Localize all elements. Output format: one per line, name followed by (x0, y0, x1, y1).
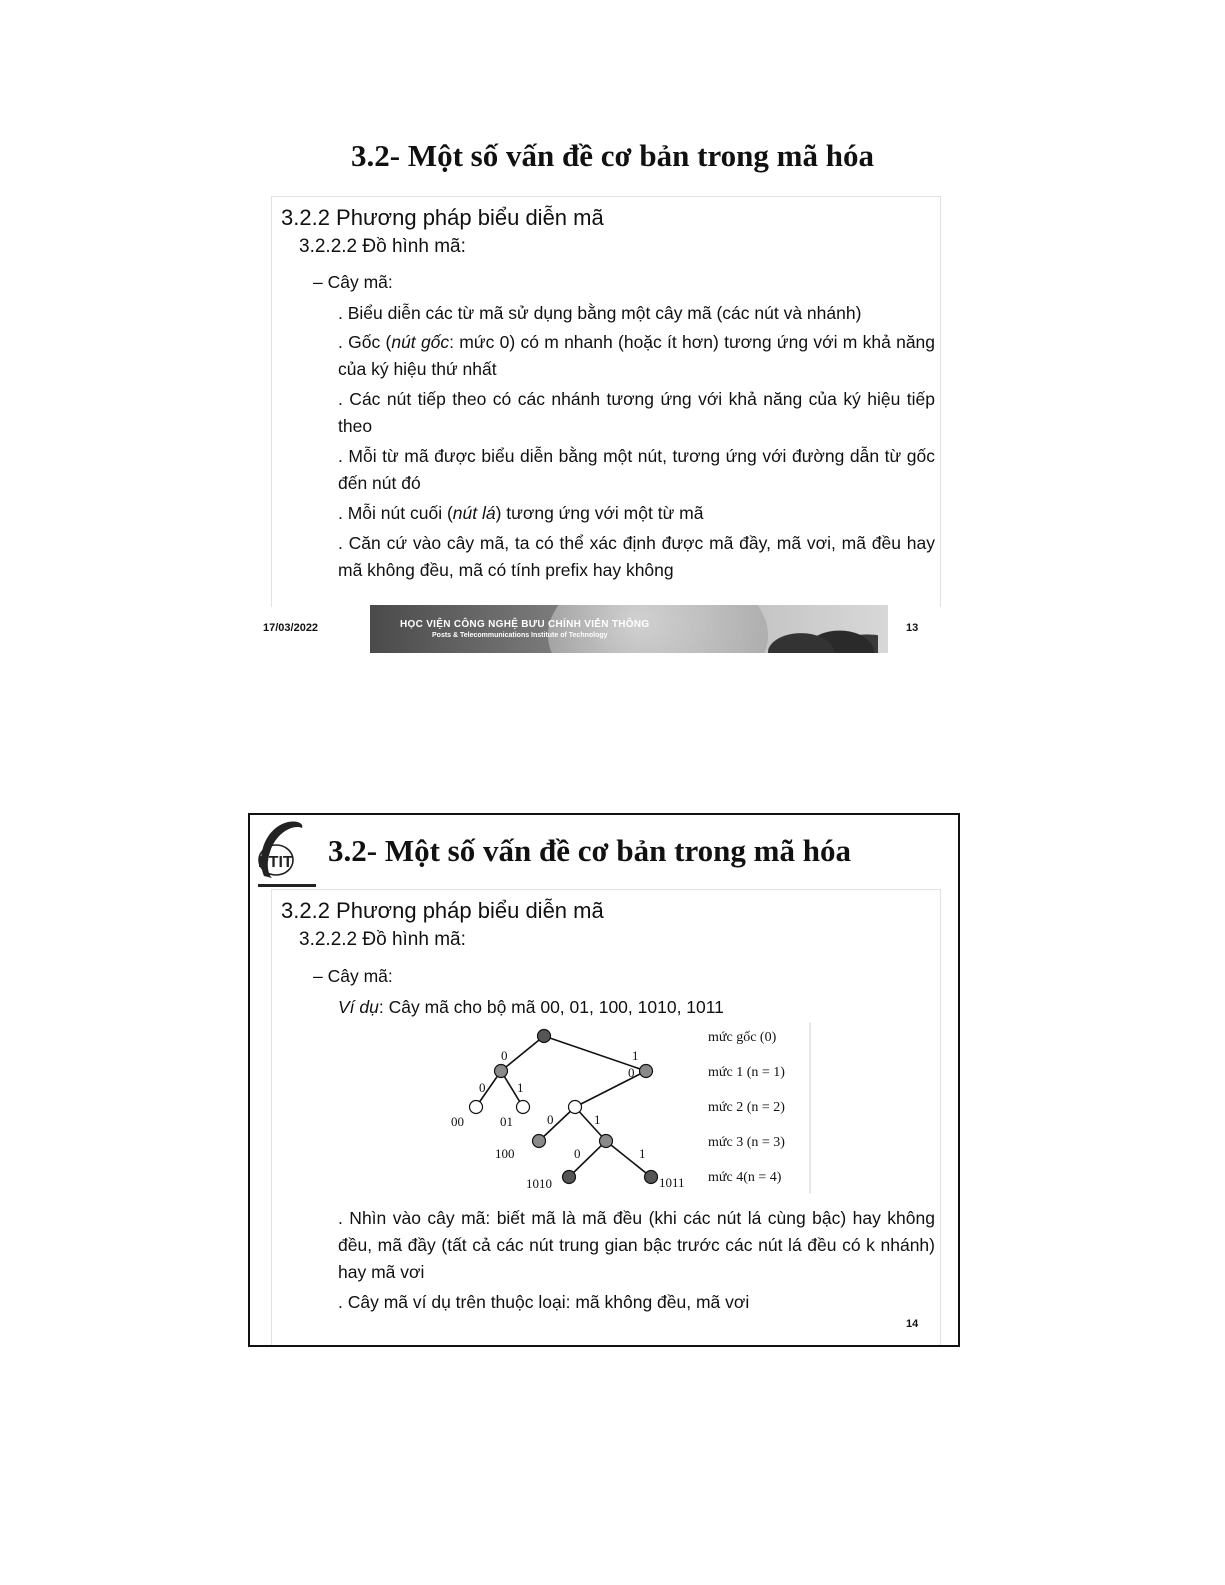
tree-node (600, 1135, 613, 1148)
item-6: . Căn cứ vào cây mã, ta có thể xác định được mã đầy, mã vơi, mã đều hay mã không đều, mã có tính prefix hay không (338, 533, 935, 580)
code-tree-diagram (440, 1022, 820, 1200)
ptit-logo (254, 818, 318, 890)
example-line: Ví dụ: Cây mã cho bộ mã 00, 01, 100, 1010, 1011 (338, 997, 724, 1017)
term-root-node: nút gốc (391, 332, 450, 352)
branch-label: 1 (594, 1112, 601, 1127)
page-number: 13 (906, 622, 919, 634)
level-label: mức 4(n = 4) (708, 1170, 782, 1185)
term-leaf-node: nút lá (452, 503, 496, 523)
bullet-code-tree: – Cây mã: (313, 966, 393, 986)
level-label: mức 2 (n = 2) (708, 1100, 785, 1115)
root-node (538, 1030, 551, 1043)
leaf-node (517, 1101, 530, 1114)
branch-label: 0 (479, 1080, 486, 1095)
bullet-code-tree: – Cây mã: (313, 272, 393, 292)
branch-label: 1 (517, 1080, 524, 1095)
section-heading: 3.2.2 Phương pháp biểu diễn mã (281, 205, 604, 230)
footer-banner (370, 605, 888, 653)
footer-date: 17/03/2022 (263, 622, 319, 634)
section-heading: 3.2.2 Phương pháp biểu diễn mã (281, 898, 604, 923)
leaf-node (533, 1135, 546, 1148)
item-3: . Các nút tiếp theo có các nhánh tương ứng với khả năng của ký hiệu tiếp theo (338, 389, 935, 436)
branch-label: 1 (639, 1146, 646, 1161)
logo-text: PTIT (258, 854, 293, 871)
example-label: Ví dụ (338, 997, 379, 1017)
page-number: 14 (906, 1318, 919, 1330)
tree-node (640, 1065, 653, 1078)
branch-label: 1 (632, 1048, 639, 1063)
branch-label: 0 (574, 1146, 581, 1161)
level-label: mức 1 (n = 1) (708, 1065, 785, 1080)
item-1: . Biểu diễn các từ mã sử dụng bằng một cây mã (các nút và nhánh) (338, 303, 862, 323)
institute-name-en: Posts & Telecommunications Institute of Technology (432, 632, 608, 639)
level-label: mức 3 (n = 3) (708, 1135, 785, 1150)
tree-node (569, 1101, 582, 1114)
leaf-node (645, 1171, 658, 1184)
institute-name-vn: HỌC VIỆN CÔNG NGHỆ BƯU CHÍNH VIỄN THÔNG (400, 619, 650, 630)
slide-1-content (271, 196, 941, 607)
item-5: . Mỗi nút cuối (nút lá) tương ứng với một từ mã (338, 503, 704, 523)
codeword-label: 1010 (526, 1176, 552, 1191)
graduates-graphic (768, 607, 878, 653)
slide-1-title: 3.2- Một số vấn đề cơ bản trong mã hóa (351, 138, 874, 173)
branch-label: 0 (547, 1112, 554, 1127)
level-label: mức gốc (0) (708, 1030, 777, 1045)
codeword-label: 00 (451, 1114, 464, 1129)
item-4: . Mỗi từ mã được biểu diễn bằng một nút, tương ứng với đường dẫn từ gốc đến nút đó (338, 446, 935, 493)
branch-label: 0 (628, 1065, 635, 1080)
tree-node (495, 1065, 508, 1078)
codeword-label: 100 (495, 1146, 515, 1161)
slide-2-title: 3.2- Một số vấn đề cơ bản trong mã hóa (328, 833, 851, 868)
note-2: . Cây mã ví dụ trên thuộc loại: mã không đều, mã vơi (338, 1292, 750, 1312)
subsection-heading: 3.2.2.2 Đồ hình mã: (299, 929, 466, 950)
subsection-heading: 3.2.2.2 Đồ hình mã: (299, 236, 466, 257)
codeword-label: 01 (500, 1114, 513, 1129)
item-2: . Gốc (nút gốc: mức 0) có m nhanh (hoặc ít hơn) tương ứng với m khả năng của ký hiệu thứ nhất (338, 332, 936, 379)
leaf-node (563, 1171, 576, 1184)
leaf-node (470, 1101, 483, 1114)
note-1: . Nhìn vào cây mã: biết mã là mã đều (khi các nút lá cùng bậc) hay không đều, mã đầy (tất cả các nút trung gian bậc trước các nút lá đều có k nhánh) hay mã vơi (338, 1208, 935, 1282)
codeword-label: 1011 (659, 1175, 685, 1190)
branch-label: 0 (501, 1048, 508, 1063)
